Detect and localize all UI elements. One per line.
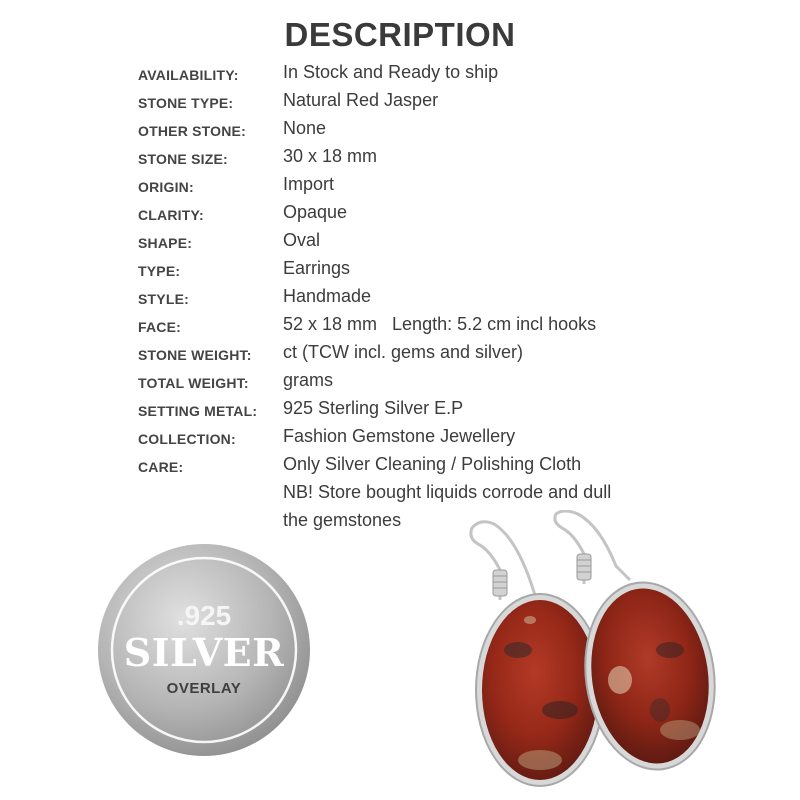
spec-label: ORIGIN: [138,179,194,195]
spec-row-collection [0,424,800,452]
spec-label: FACE: [138,319,181,335]
care-note-line-1 [0,480,800,508]
spec-label: SETTING METAL: [138,403,258,419]
spec-label: CARE: [138,459,184,475]
spec-value: Natural Red Jasper [283,90,439,110]
spec-row-stone-size [0,144,800,172]
care-note-text: the gemstones [283,510,402,530]
spec-label: AVAILABILITY: [138,67,239,83]
care-note-text: NB! Store bought liquids corrode and dull [283,482,612,502]
spec-row-stone-type [0,88,800,116]
spec-value: 925 Sterling Silver E.P [283,398,464,418]
spec-label: OTHER STONE: [138,123,246,139]
spec-row-clarity [0,200,800,228]
spec-value: None [283,118,327,138]
silver-overlay-badge [96,542,312,758]
spec-value: Opaque [283,202,348,222]
spec-label: SHAPE: [138,235,193,251]
badge-metal: SILVER [123,630,285,675]
badge-purity: .925 [176,600,232,631]
spec-value: Fashion Gemstone Jewellery [283,426,516,446]
spec-label: TOTAL WEIGHT: [138,375,249,391]
spec-value: Handmade [283,286,372,306]
spec-label: STONE WEIGHT: [138,347,252,363]
spec-row-other-stone [0,116,800,144]
spec-row-style [0,284,800,312]
page-title: DESCRIPTION [284,16,516,53]
spec-row-care [0,452,800,480]
spec-label: STONE SIZE: [138,151,228,167]
spec-row-stone-weight [0,340,800,368]
spec-row-face [0,312,800,340]
spec-value: Only Silver Cleaning / Polishing Cloth [283,454,582,474]
spec-row-total-weight [0,368,800,396]
jasper-earrings-image [460,510,740,790]
spec-value: ct (TCW incl. gems and silver) [283,342,524,362]
spec-value: 52 x 18 mm Length: 5.2 cm incl hooks [283,314,597,334]
badge-overlay-label: OVERLAY [166,680,242,697]
spec-label: TYPE: [138,263,181,279]
spec-label: STONE TYPE: [138,95,234,111]
spec-value: In Stock and Ready to ship [283,62,499,82]
spec-value: grams [283,370,334,390]
spec-label: CLARITY: [138,207,204,223]
spec-label: STYLE: [138,291,189,307]
spec-row-type [0,256,800,284]
spec-value: 30 x 18 mm [283,146,378,166]
spec-row-origin [0,172,800,200]
spec-value: Oval [283,230,321,250]
spec-value: Earrings [283,258,351,278]
spec-row-availability [0,60,800,88]
spec-label: COLLECTION: [138,431,236,447]
spec-value: Import [283,174,335,194]
spec-row-setting-metal [0,396,800,424]
spec-row-shape [0,228,800,256]
